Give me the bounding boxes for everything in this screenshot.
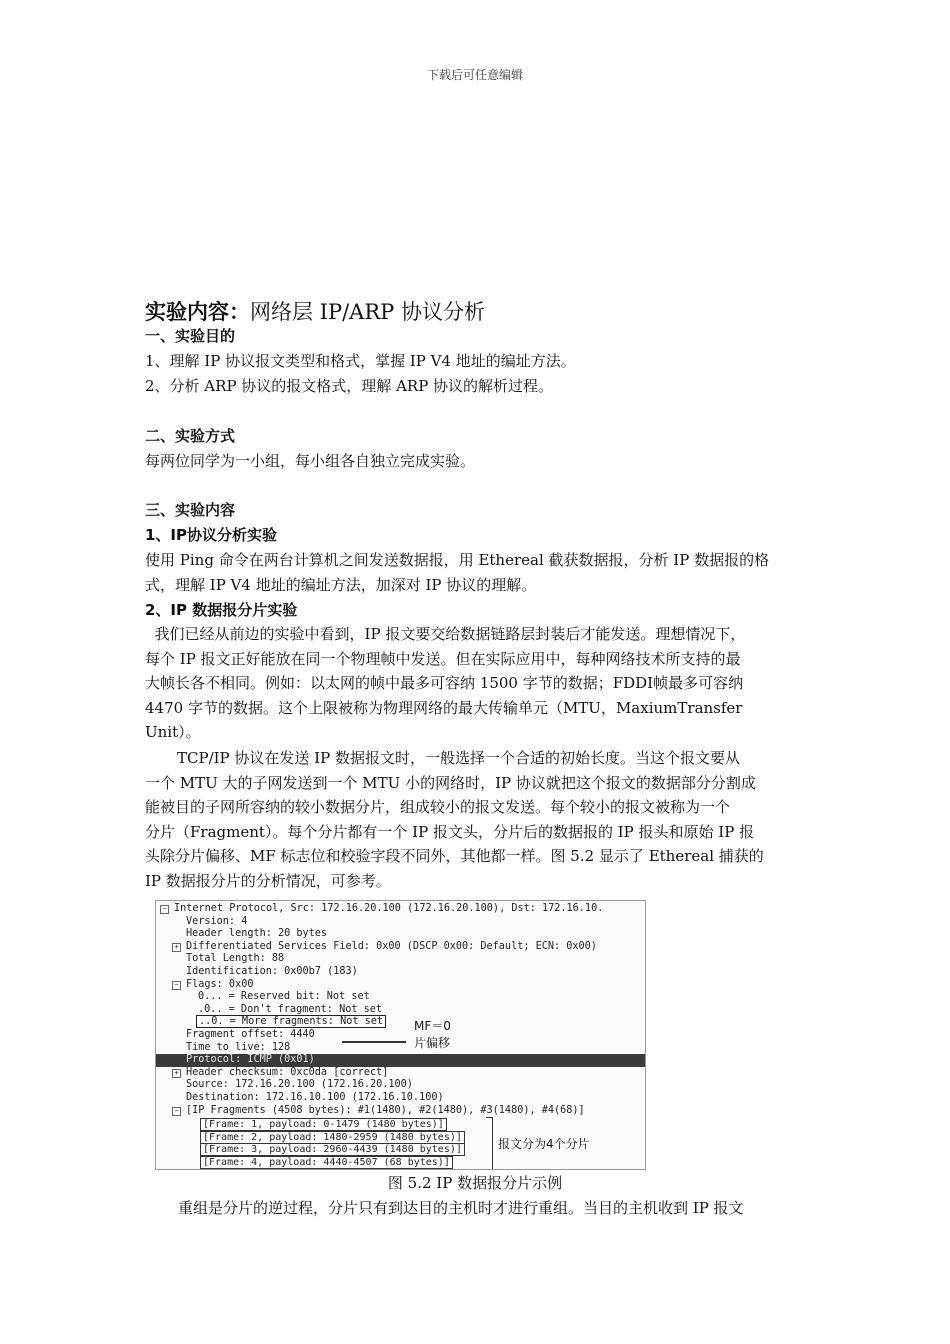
frame-entry: [Frame: 4, payload: 4440-4507 (68 bytes)] — [200, 1156, 453, 1169]
paragraph-line: 一个 MTU 大的子网发送到一个 MTU 小的网络时，IP 协议就把这个报文的数据部分分割成 — [145, 773, 756, 792]
tree-row: 0... = Reserved bit: Not set — [198, 991, 370, 1003]
annotation-mf: MF＝0 — [414, 1019, 451, 1033]
paragraph-line: Unit）。 — [145, 723, 201, 741]
paragraph-line: 大帧长各不相同。例如：以太网的帧中最多可容纳 1500 字节的数据；FDDI帧最多可容纳 — [145, 674, 744, 692]
frame-entry: [Frame: 2, payload: 1480-2959 (1480 bytes)] — [200, 1131, 465, 1144]
subheading-ip-analysis: 1、IP协议分析实验 — [145, 526, 278, 544]
fragments-bracket — [486, 1117, 493, 1170]
ip-analysis-paragraph — [145, 548, 807, 597]
paragraph-line: 4470 字节的数据。这个上限被称为物理网络的最大传输单元（MTU，MaxiumTransfer — [145, 698, 743, 717]
collapse-icon: − — [172, 981, 181, 990]
paragraph-line: 使用 Ping 命令在两台计算机之间发送数据报，用 Ethereal 截获数据报，分析 IP 数据报的格 — [145, 551, 770, 569]
method-text: 每两位同学为一小组，每小组各自独立完成实验。 — [145, 452, 476, 470]
tree-row: Time to live: 128 — [186, 1041, 291, 1053]
purpose-item-1: 1、理解 IP 协议报文类型和格式，掌握 IP V4 地址的编址方法。 — [145, 352, 576, 370]
purpose-item-2: 2、分析 ARP 协议的报文格式，理解 ARP 协议的解析过程。 — [145, 377, 554, 395]
tree-row-more-fragments: ..0. = More fragments: Not set — [196, 1016, 386, 1029]
section-heading-purpose: 一、实验目的 — [145, 327, 236, 345]
figure-caption: 图 5.2 IP 数据报分片示例 — [387, 1174, 563, 1192]
expand-icon: + — [172, 943, 181, 952]
fragment-paragraph-2 — [145, 746, 807, 893]
tree-row: Source: 172.16.20.100 (172.16.20.100) — [186, 1079, 413, 1091]
tree-row-protocol-selected: Protocol: ICMP (0x01) — [156, 1054, 645, 1067]
paragraph-line: 分片（Fragment）。每个分片都有一个 IP 报文头，分片后的数据报的 IP 报头和原始 IP 报 — [145, 822, 755, 841]
paragraph-line: 我们已经从前边的实验中看到，IP 报文要交给数据链路层封装后才能发送。理想情况下， — [145, 625, 746, 643]
paragraph-line: TCP/IP 协议在发送 IP 数据报文时，一般选择一个合适的初始长度。当这个报文要从 — [177, 749, 740, 767]
tree-row-fragment-offset: Fragment offset: 4440 — [186, 1029, 315, 1040]
page-title — [145, 296, 485, 326]
paragraph-line: IP 数据报分片的分析情况，可参考。 — [145, 871, 391, 890]
annotation-fragments: 报文分为4个分片 — [498, 1137, 590, 1151]
frame-entry: [Frame: 3, payload: 2960-4439 (1480 bytes)] — [200, 1143, 465, 1156]
annotation-line — [342, 1041, 406, 1043]
subheading-fragment: 2、IP 数据报分片实验 — [145, 601, 298, 619]
collapse-icon: − — [160, 905, 169, 914]
tree-row: Total Length: 88 — [186, 953, 285, 965]
title-rest: 网络层 IP/ARP 协议分析 — [250, 300, 485, 324]
tree-row: Version: 4 — [186, 915, 248, 927]
packet-detail-screenshot: − Internet Protocol, Src: 172.16.20.100 (172.16.20.100), Dst: 172.16.10. Version: 4 Header length: 20 bytes + Differentiated Services Field: 0x00 (DSCP 0x00: Default; ECN: 0x00) Total Length: 88 Identification: 0x00b7 (183) − Flags: 0x00 0... = Reserved bit: Not set .0.. = Don't fragment: Not set ..0. = More fragments: Not set Fragment offset: 4440 Time to live: 128 Protocol: ICMP (0x01) + Header checksum: 0xc0da [correct] Source: 172.16.20.100 (172.16.20.100) Destination: 172.16.10.100 (172.16.10.100) − [IP Fragments (4508 bytes): #1(1480), #2(1480), #3(1480), #4(68)] [Frame: 1, payload: 0-1479 (1480 bytes)] [Frame: 2, payload: 1480-2959 (1480 bytes)] [Frame: 3, payload: 2960-4439 (1480 bytes)] [Frame: 4, payload: 4440-4507 (68 bytes)] MF＝0 片偏移 报文分为4个分片 — [155, 900, 646, 1170]
tree-row: Destination: 172.16.10.100 (172.16.10.100) — [186, 1092, 444, 1103]
last-paragraph-line: 重组是分片的逆过程，分片只有到达目的主机时才进行重组。当目的主机收到 IP 报文 — [178, 1199, 744, 1217]
tree-row: Header length: 20 bytes — [186, 928, 328, 940]
paragraph-line: 头除分片偏移、MF 标志位和校验字段不同外，其他都一样。图 5.2 显示了 Ethereal 捕获的 — [145, 847, 764, 865]
section-heading-content: 三、实验内容 — [145, 501, 236, 519]
collapse-icon: − — [172, 1107, 181, 1116]
paragraph-line: 每个 IP 报文正好能放在同一个物理帧中发送。但在实际应用中，每种网络技术所支持的最 — [145, 649, 741, 668]
title-bold: 实验内容： — [145, 300, 250, 324]
page-header: 下载后可任意编辑 — [426, 68, 523, 82]
expand-icon: + — [172, 1069, 181, 1078]
frame-entry: [Frame: 1, payload: 0-1479 (1480 bytes)] — [200, 1118, 447, 1131]
paragraph-line: 能被目的子网所容纳的较小数据分片，组成较小的报文发送。每个较小的报文被称为一个 — [145, 798, 731, 816]
annotation-offset: 片偏移 — [414, 1036, 451, 1050]
fragment-paragraph-1 — [145, 622, 807, 745]
tree-row: .0.. = Don't fragment: Not set — [198, 1003, 383, 1015]
section-heading-method: 二、实验方式 — [145, 427, 236, 445]
paragraph-line: 式，理解 IP V4 地址的编址方法，加深对 IP 协议的理解。 — [145, 575, 537, 594]
tree-row: Identification: 0x00b7 (183) — [186, 966, 358, 977]
